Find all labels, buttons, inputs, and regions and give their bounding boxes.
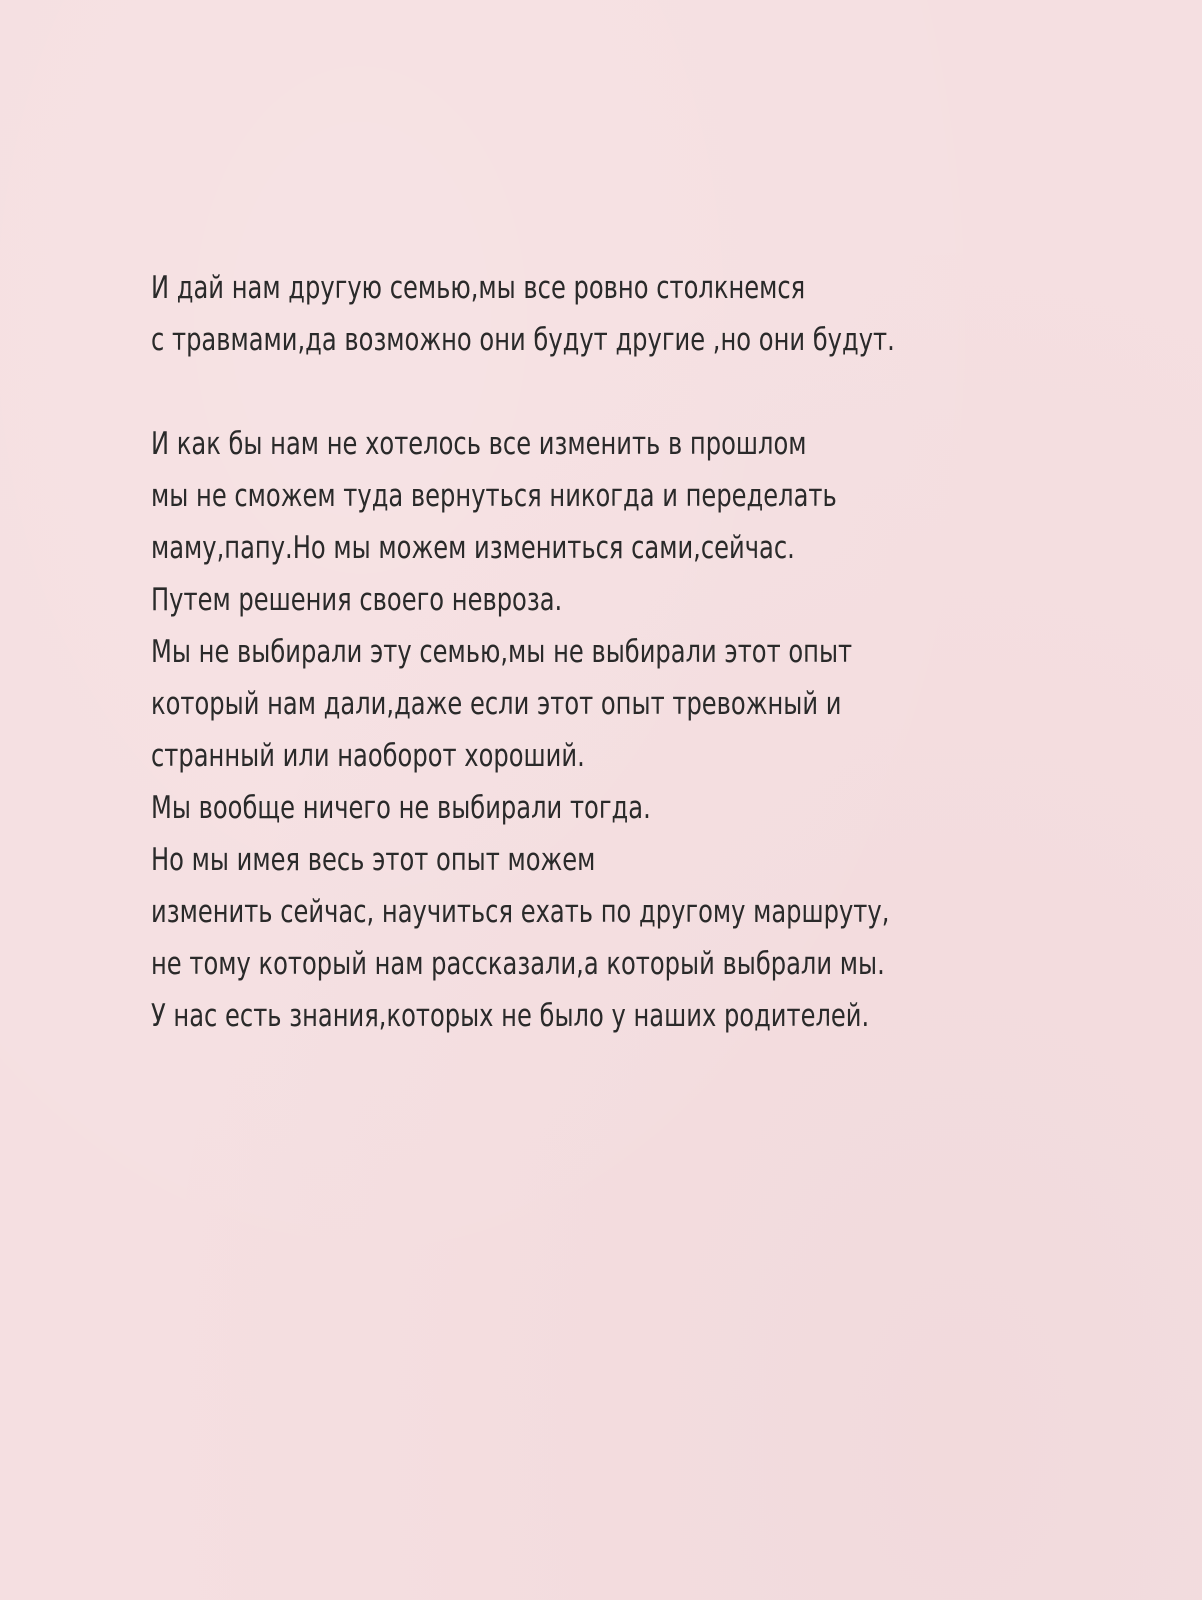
text-line: с травмами,да возможно они будут другие ,но они будут. — [151, 322, 895, 358]
text-line: Мы вообще ничего не выбирали тогда. — [151, 790, 651, 826]
text-line: И дай нам другую семью,мы все ровно столкнемся — [151, 270, 806, 306]
text-line: который нам дали,даже если этот опыт тревожный и — [151, 686, 842, 722]
text-line: И как бы нам не хотелось все изменить в прошлом — [151, 426, 807, 462]
text-body — [151, 262, 1111, 1042]
text-line: странный или наоборот хороший. — [151, 738, 585, 774]
text-line: Но мы имея весь этот опыт можем — [151, 842, 596, 878]
text-line: маму,папу.Но мы можем измениться сами,сейчас. — [151, 530, 795, 566]
paragraph-gap — [151, 366, 1111, 418]
text-line: не тому который нам рассказали,а который выбрали мы. — [151, 946, 885, 982]
text-line: изменить сейчас, научиться ехать по другому маршруту, — [151, 894, 890, 930]
text-line: У нас есть знания,которых не было у наших родителей. — [151, 998, 870, 1034]
text-line: Мы не выбирали эту семью,мы не выбирали этот опыт — [151, 634, 853, 670]
text-line: мы не сможем туда вернуться никогда и переделать — [151, 478, 837, 514]
text-line: Путем решения своего невроза. — [151, 582, 563, 618]
